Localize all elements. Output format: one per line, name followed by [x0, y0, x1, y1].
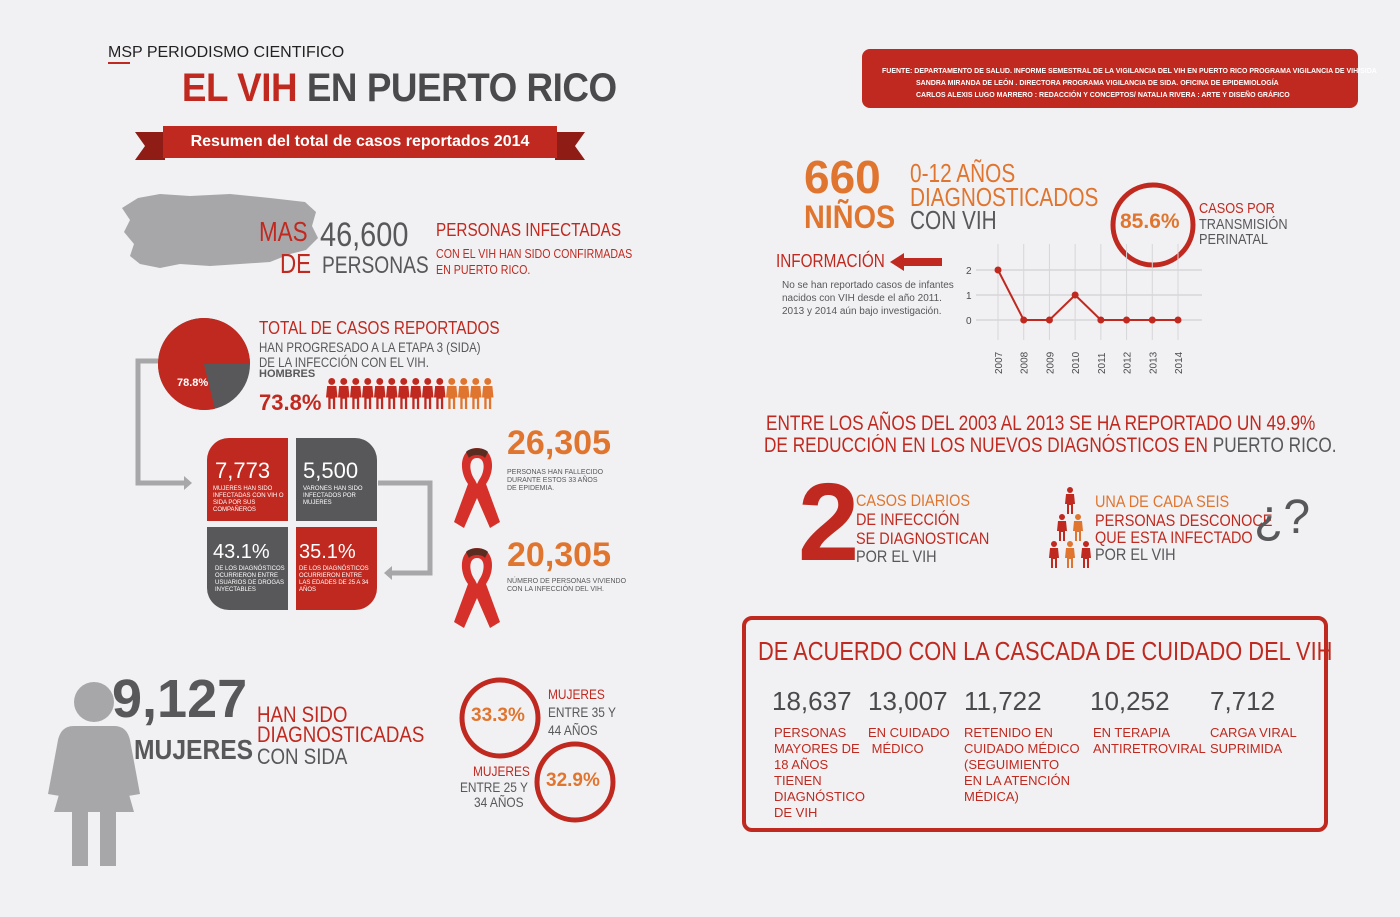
data-point [1046, 317, 1053, 324]
y-tick-label: 1 [966, 291, 972, 302]
q4-label: DE LOS DIAGNÓSTICOS OCURRIERON ENTRE LAS EDADES DE 25 A 34 AÑOS [299, 566, 369, 593]
info-text1: No se han reportado casos de infantes [782, 280, 954, 291]
women-c1-l1: MUJERES [548, 686, 605, 702]
daily-l2: DE INFECCIÓN [856, 510, 960, 529]
source-text [882, 66, 1377, 102]
reduction-l2 [764, 434, 1337, 458]
data-point [995, 267, 1002, 274]
reduction-l1: ENTRE LOS AÑOS DEL 2003 AL 2013 SE HA REPORTADO UN 49.9% [766, 412, 1316, 435]
cascade-item [772, 686, 865, 821]
cascade-label: EN CUIDADO MÉDICO [868, 725, 950, 756]
women-c1-l2: ENTRE 35 Y [548, 704, 616, 720]
man-icon [446, 378, 458, 409]
cascade-item [868, 686, 950, 757]
women-mujeres: MUJERES [134, 734, 254, 765]
arrow-left-icon [890, 252, 942, 272]
daily-l4: POR EL VIH [856, 547, 937, 566]
women-l2: DIAGNOSTICADAS [257, 722, 425, 747]
kids-l3: CON VIH [910, 205, 997, 235]
cascade-value: 18,637 [772, 686, 852, 716]
hombres-pct: 73.8% [259, 390, 322, 415]
x-tick-label: 2013 [1148, 351, 1160, 374]
data-point [1072, 292, 1079, 299]
data-point [1020, 317, 1027, 324]
x-tick-label: 2010 [1071, 351, 1083, 374]
person-icon [1065, 487, 1075, 514]
cascade-value: 11,722 [964, 686, 1042, 716]
women-c1-value: 33.3% [471, 705, 525, 726]
man-icon [482, 378, 494, 409]
x-tick-label: 2008 [1019, 351, 1031, 374]
info-title: INFORMACIÓN [776, 251, 885, 271]
info-text2: nacidos con VIH desde el año 2011. [782, 293, 942, 304]
man-icon [470, 378, 482, 409]
infected-number: 46,600 [320, 216, 409, 254]
kids-number: 660 [804, 151, 881, 203]
kids-c-l1: CASOS POR [1199, 200, 1275, 217]
cascade-label: PERSONAS MAYORES DE 18 AÑOS TIENEN DIAGNÓSTICO DE VIH [774, 725, 866, 820]
person-icon [1073, 514, 1083, 541]
brand-underline [108, 62, 130, 64]
women-c1-l3: 44 AÑOS [548, 722, 598, 738]
reduction-l2a: DE REDUCCIÓN EN LOS NUEVOS DIAGNÓSTICOS EN [764, 434, 1208, 457]
person-icon [1065, 541, 1075, 568]
cascade-value: 10,252 [1090, 686, 1170, 716]
info-text3: 2013 y 2014 aún bajo investigación. [782, 306, 942, 317]
q2-number: 5,500 [303, 458, 359, 483]
kids-c-l3: PERINATAL [1199, 231, 1268, 248]
infected-label1: PERSONAS INFECTADAS [436, 220, 622, 240]
q3-label: DE LOS DIAGNÓSTICOS OCURRIERON ENTRE USUARIOS DE DROGAS INYECTABLES [215, 566, 285, 593]
total-line1: HAN PROGRESADO A LA ETAPA 3 (SIDA) [259, 339, 481, 355]
kids-l1: 0-12 AÑOS [910, 158, 1016, 188]
x-tick-label: 2012 [1122, 351, 1134, 374]
x-tick-label: 2009 [1045, 351, 1057, 374]
total-title: TOTAL DE CASOS REPORTADOS [259, 318, 500, 338]
data-point [1097, 317, 1104, 324]
women-c2-l3: 34 AÑOS [474, 794, 524, 810]
man-icon [458, 378, 470, 409]
living-number: 20,305 [507, 536, 611, 574]
women-l3: CON SIDA [257, 744, 348, 769]
person-icon [1081, 541, 1091, 568]
reduction-l2b: PUERTO RICO. [1212, 434, 1337, 457]
pie-label: 78.8% [177, 377, 209, 389]
y-tick-label: 2 [966, 266, 972, 277]
cascade-title: DE ACUERDO CON LA CASCADA DE CUIDADO DEL VIH [758, 636, 1333, 666]
source-line: CARLOS ALEXIS LUGO MARRERO : REDACCIÓN Y CONCEPTOS/ NATALIA RIVERA : ARTE Y DISEÑO GRÁFICO [916, 92, 1290, 99]
unknown-l1: UNA DE CADA SEIS [1095, 492, 1230, 511]
y-tick-label: 0 [966, 316, 972, 327]
living-label: NÚMERO DE PERSONAS VIVIENDO CON LA INFECCIÓN DEL VIH. [507, 578, 627, 593]
q4-number: 35.1% [299, 541, 356, 563]
cascade-value: 13,007 [868, 686, 948, 716]
kids-line-chart [956, 240, 1206, 380]
women-c2-l2: ENTRE 25 Y [460, 779, 528, 795]
aids-ribbon-icon [452, 444, 502, 532]
unknown-l2: PERSONAS DESCONOCE [1095, 511, 1273, 530]
cascade-item [1090, 686, 1206, 757]
cascade-label: EN TERAPIA ANTIRETROVIRAL [1093, 725, 1206, 756]
data-point [1175, 317, 1182, 324]
unknown-l4: POR EL VIH [1095, 545, 1176, 564]
daily-number: 2 [798, 461, 860, 584]
unknown-l3: QUE ESTA INFECTADO [1095, 528, 1253, 547]
q1-label: MUJERES HAN SIDO INFECTADAS CON VIH O SIDA POR SUS COMPAÑEROS [213, 486, 284, 513]
brand-label: MSP PERIODISMO CIENTIFICO [108, 44, 345, 61]
ribbon-text: Resumen del total de casos reportados 2014 [190, 133, 530, 150]
women-c2-l1: MUJERES [473, 763, 530, 779]
q3-number: 43.1% [213, 541, 270, 563]
data-point [1149, 317, 1156, 324]
x-tick-label: 2007 [994, 351, 1005, 374]
infected-personas: PERSONAS [322, 252, 429, 279]
women-number: 9,127 [112, 669, 248, 729]
source-line: SANDRA MIRANDA DE LEÓN . DIRECTORA PROGRAMA VIGILANCIA DE SIDA. OFICINA DE EPIDEMIOLOGÍA [916, 80, 1279, 87]
title-part1: EL VIH [181, 66, 298, 110]
source-line: FUENTE: DEPARTAMENTO DE SALUD. INFORME SEMESTRAL DE LA VIGILANCIA DEL VIH EN PUERTO RICO PROGRAMA VIGILANCIA DE VIH/SIDA [882, 68, 1377, 75]
kids-l2: DIAGNOSTICADOS [910, 182, 1099, 212]
person-icon [1049, 541, 1059, 568]
infected-label3: EN PUERTO RICO. [436, 262, 531, 277]
x-tick-label: 2014 [1174, 351, 1185, 374]
q2-label: VARONES HAN SIDO INFECTADOS POR MUJERES [303, 486, 363, 506]
cascade-item [964, 686, 1080, 805]
question-icon: ¿? [1254, 491, 1311, 544]
q1-number: 7,773 [215, 458, 271, 483]
cascade-label: RETENIDO EN CUIDADO MÉDICO (SEGUIMIENTO EN LA ATENCIÓN MÉDICA) [964, 725, 1080, 804]
infected-mas: MAS [259, 216, 308, 247]
people-pyramid-icon [1048, 487, 1096, 569]
total-line2: DE LA INFECCIÓN CON EL VIH. [259, 354, 429, 370]
quad-grid [207, 438, 377, 610]
daily-l1: CASOS DIARIOS [856, 491, 971, 510]
infected-label2: CON EL VIH HAN SIDO CONFIRMADAS [436, 246, 633, 261]
daily-l3: SE DIAGNOSTICAN [856, 529, 990, 548]
cascade-label: CARGA VIRAL SUPRIMIDA [1210, 725, 1297, 756]
x-tick-label: 2011 [1096, 352, 1108, 374]
person-icon [1057, 514, 1067, 541]
data-point [1123, 317, 1130, 324]
women-c2-value: 32.9% [546, 770, 600, 791]
title-part2: EN PUERTO RICO [306, 66, 617, 110]
kids-ninos: NIÑOS [804, 199, 896, 235]
deaths-number: 26,305 [507, 424, 611, 462]
kids-circle-value: 85.6% [1120, 210, 1180, 233]
kids-c-l2: TRANSMISIÓN [1199, 216, 1288, 233]
page-title [182, 66, 617, 111]
infected-de: DE [280, 248, 312, 279]
women-l1: HAN SIDO [257, 702, 348, 727]
cascade-item [1210, 686, 1297, 757]
cascade-value: 7,712 [1210, 686, 1276, 716]
hombres-label: HOMBRES [259, 368, 316, 380]
deaths-label: PERSONAS HAN FALLECIDO DURANTE ESTOS 33 AÑOS DE EPIDEMIA. [507, 469, 604, 492]
aids-ribbon-icon [452, 544, 502, 632]
